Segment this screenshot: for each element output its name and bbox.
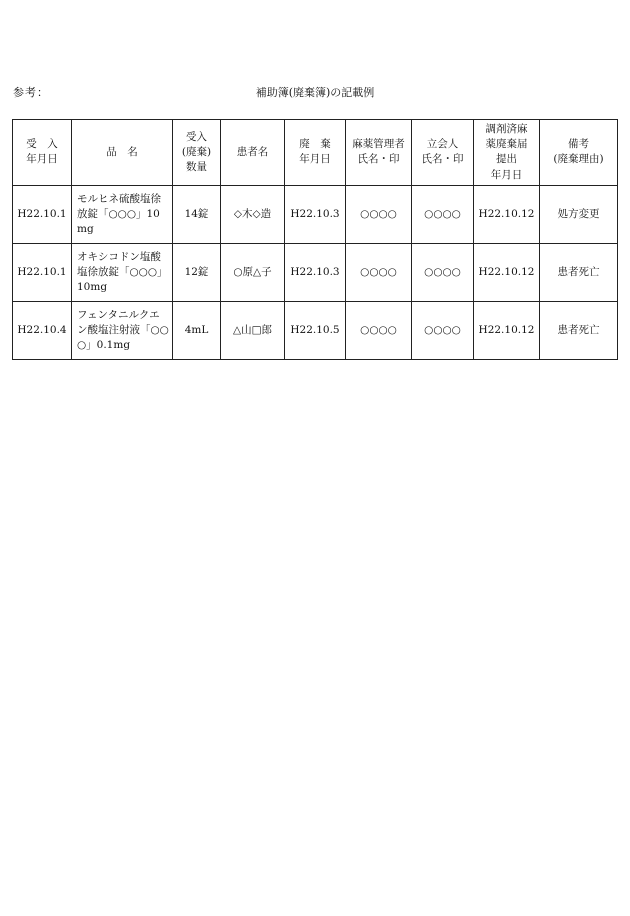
- report-date-cell: H22.10.12: [474, 185, 540, 243]
- header-remarks: 備考 (廃棄理由): [540, 120, 618, 186]
- header-disposal-date: 廃 棄 年月日: [285, 120, 346, 186]
- reference-label: 参考：: [13, 86, 49, 99]
- patient-name-cell: △山□郎: [221, 301, 285, 359]
- header-report-date: 調剤済麻 薬廃棄届 提出 年月日: [474, 120, 540, 186]
- disposal-date-cell: H22.10.5: [285, 301, 346, 359]
- witness-seal-cell: ○○○○: [412, 243, 474, 301]
- disposal-date-cell: H22.10.3: [285, 243, 346, 301]
- quantity-cell: 4mL: [173, 301, 221, 359]
- received-date-cell: H22.10.1: [13, 243, 72, 301]
- header-manager-seal: 麻薬管理者 氏名・印: [346, 120, 412, 186]
- table-row: [13, 301, 618, 359]
- table-row: [13, 185, 618, 243]
- received-date-cell: H22.10.4: [13, 301, 72, 359]
- header-witness-seal: 立会人 氏名・印: [412, 120, 474, 186]
- patient-name-cell: ○原△子: [221, 243, 285, 301]
- manager-seal-cell: ○○○○: [346, 301, 412, 359]
- remarks-cell: 処方変更: [540, 185, 618, 243]
- table-row: [13, 243, 618, 301]
- report-date-cell: H22.10.12: [474, 243, 540, 301]
- disposal-register-table: [12, 119, 618, 360]
- header-product-name: 品 名: [72, 120, 173, 186]
- product-name-cell: オキシコドン塩酸塩徐放錠「○○○」10mg: [72, 243, 173, 301]
- product-name-cell: モルヒネ硫酸塩徐放錠「○○○」10mg: [72, 185, 173, 243]
- witness-seal-cell: ○○○○: [412, 185, 474, 243]
- witness-seal-cell: ○○○○: [412, 301, 474, 359]
- quantity-cell: 14錠: [173, 185, 221, 243]
- manager-seal-cell: ○○○○: [346, 243, 412, 301]
- disposal-date-cell: H22.10.3: [285, 185, 346, 243]
- remarks-cell: 患者死亡: [540, 301, 618, 359]
- remarks-cell: 患者死亡: [540, 243, 618, 301]
- table-header-row: [13, 120, 618, 186]
- header-patient-name: 患者名: [221, 120, 285, 186]
- manager-seal-cell: ○○○○: [346, 185, 412, 243]
- received-date-cell: H22.10.1: [13, 185, 72, 243]
- header-received-date: 受 入 年月日: [13, 120, 72, 186]
- header-quantity: 受入 (廃棄) 数量: [173, 120, 221, 186]
- page-title: 補助簿(廃棄簿)の記載例: [255, 86, 375, 99]
- patient-name-cell: ◇木◇造: [221, 185, 285, 243]
- report-date-cell: H22.10.12: [474, 301, 540, 359]
- product-name-cell: フェンタニルクエン酸塩注射液「○○○」0.1mg: [72, 301, 173, 359]
- quantity-cell: 12錠: [173, 243, 221, 301]
